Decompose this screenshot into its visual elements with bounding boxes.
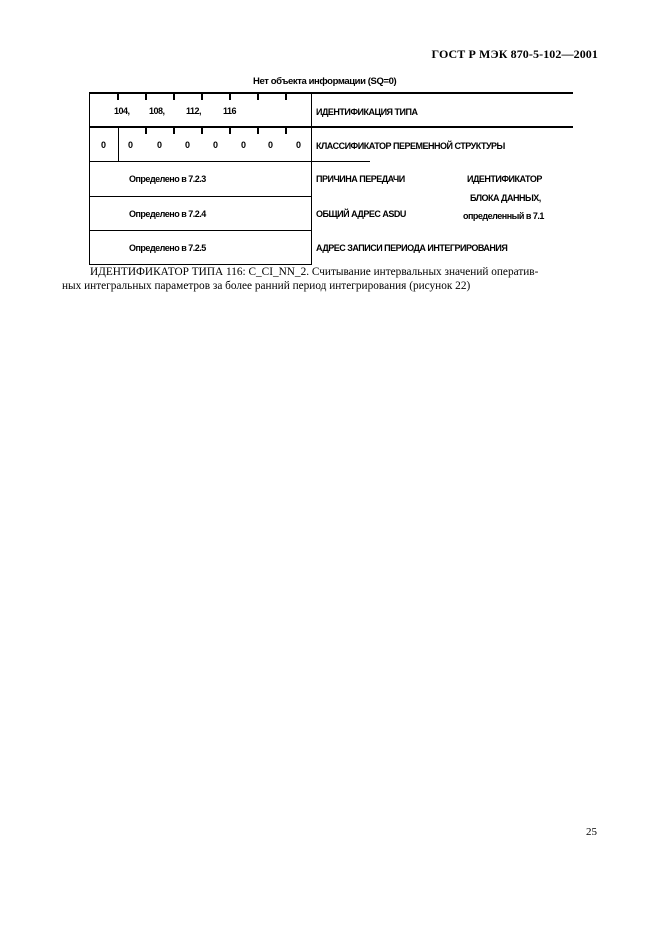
type-value-112: 112, [186,106,202,116]
tick [229,128,231,134]
tick [145,128,147,134]
bit-7: 0 [296,140,301,150]
tick [257,128,259,134]
type-value-104: 104, [114,106,130,116]
type-value-116: 116 [223,106,237,116]
data-unit-id-line1: ИДЕНТИФИКАТОР [467,174,542,184]
bit-5: 0 [241,140,246,150]
bit-0: 0 [101,140,106,150]
paragraph-line-1: ИДЕНТИФИКАТОР ТИПА 116: C_CI_NN_2. Считывание интервальных значений оператив- [90,266,539,278]
cause-field: Определено в 7.2.3 [129,174,206,184]
divider-4 [90,230,312,231]
divider-2 [90,161,370,162]
tick [173,128,175,134]
tick [229,94,231,100]
bit-2: 0 [157,140,162,150]
address-field: Определено в 7.2.4 [129,209,206,219]
type-id-label: ИДЕНТИФИКАЦИЯ ТИПА [316,107,418,117]
bit-3: 0 [185,140,190,150]
tick [285,94,287,100]
record-field: Определено в 7.2.5 [129,243,206,253]
bit-4: 0 [213,140,218,150]
record-label: АДРЕС ЗАПИСИ ПЕРИОДА ИНТЕГРИРОВАНИЯ [316,243,508,253]
paragraph-line-2: ных интегральных параметров за более ранний период интегрирования (рисунок 22) [62,280,471,292]
bit-1: 0 [128,140,133,150]
divider-1 [90,126,573,128]
frame-right-divider [311,92,312,265]
data-unit-id-line2: БЛОКА ДАННЫХ, [470,193,541,203]
address-label: ОБЩИЙ АДРЕС ASDU [316,209,406,219]
figure-title: Нет объекта информации (SQ=0) [253,76,397,87]
tick [201,128,203,134]
bit-6: 0 [268,140,273,150]
tick [173,94,175,100]
page-number: 25 [586,826,597,838]
cause-label: ПРИЧИНА ПЕРЕДАЧИ [316,174,405,184]
divider-3 [90,196,312,197]
bit-separator [118,128,119,161]
tick [257,94,259,100]
document-number: ГОСТ Р МЭК 870-5-102—2001 [431,47,598,61]
tick [117,94,119,100]
vsq-label: КЛАССИФИКАТОР ПЕРЕМЕННОЙ СТРУКТУРЫ [316,141,505,151]
tick [285,128,287,134]
frame-left [89,92,90,265]
type-value-108: 108, [149,106,165,116]
tick [201,94,203,100]
data-unit-id-line3: определенный в 7.1 [463,211,544,221]
frame-top [90,92,573,94]
tick [145,94,147,100]
